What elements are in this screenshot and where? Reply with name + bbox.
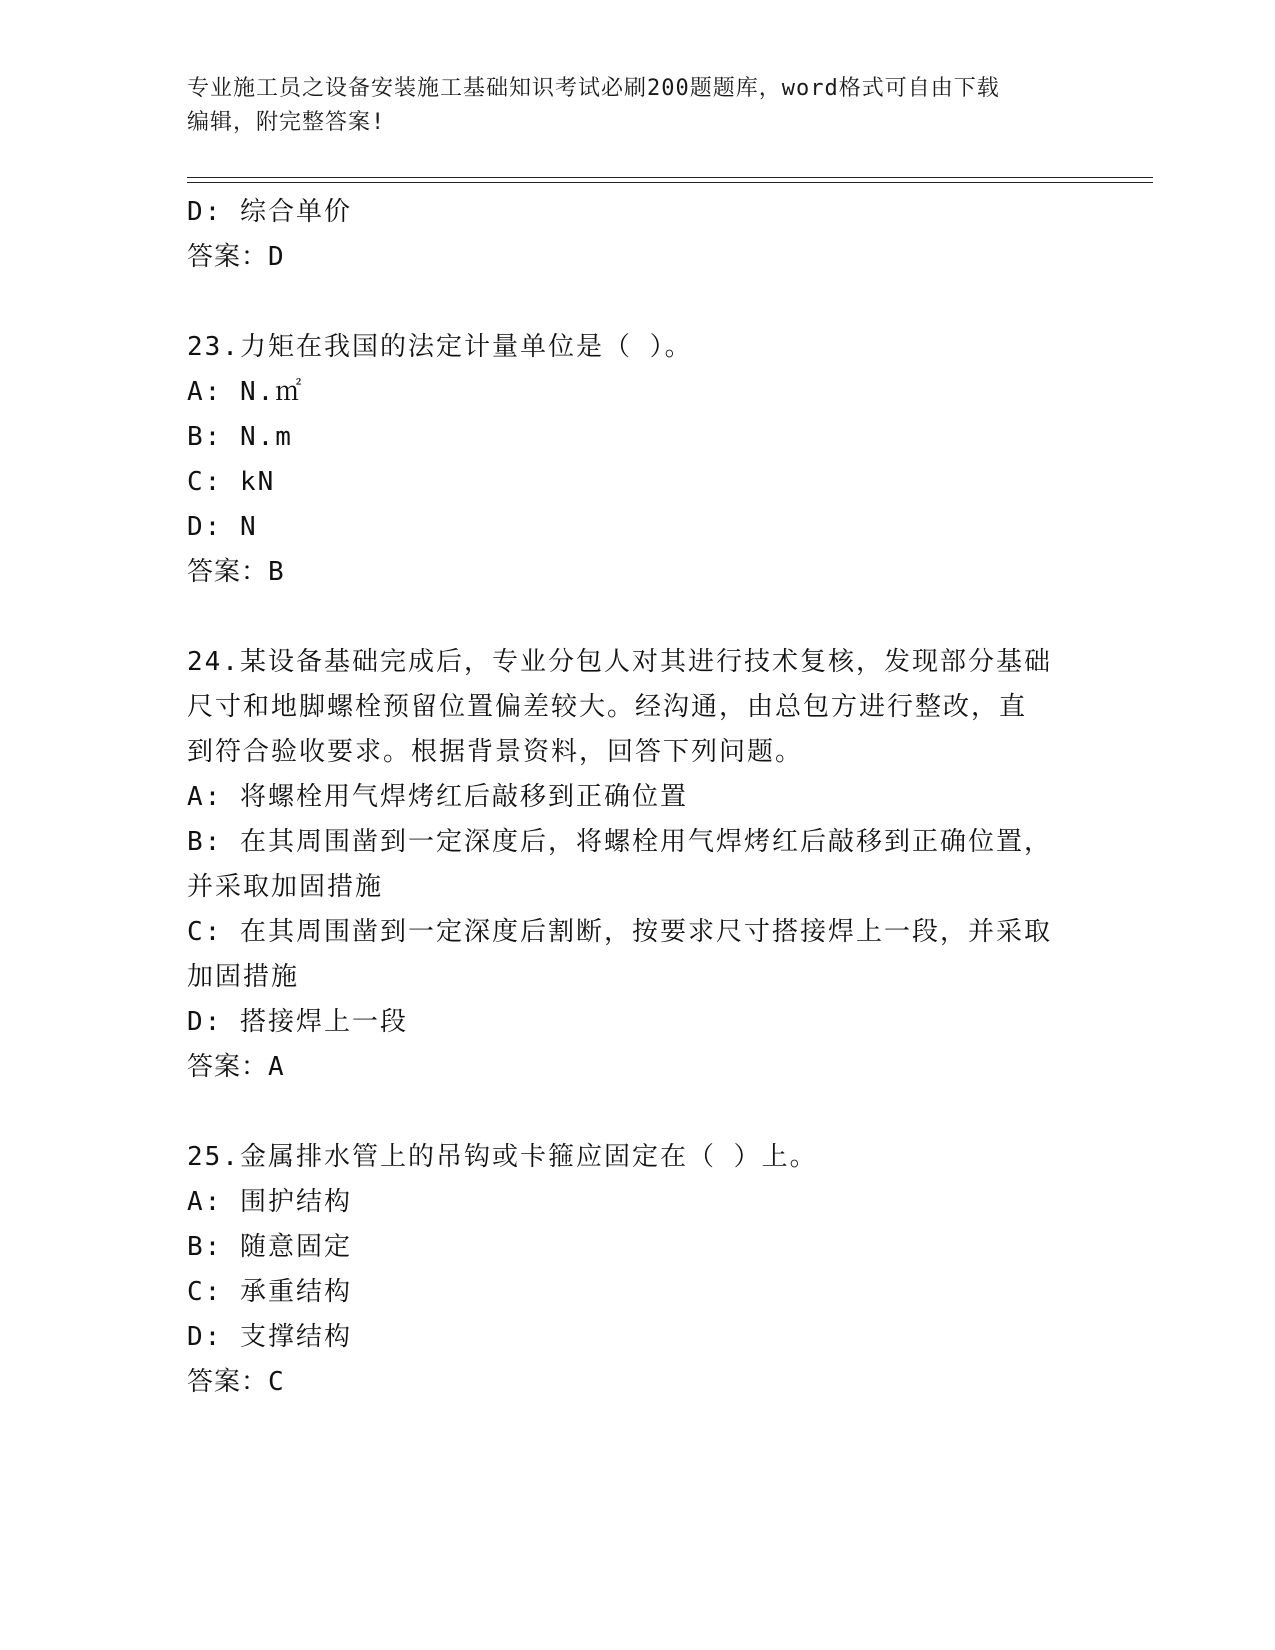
answer-line	[187, 550, 1087, 595]
question-stem-line-3: 到符合验收要求。根据背景资料，回答下列问题。	[187, 737, 804, 767]
answer-value: B	[268, 557, 285, 587]
answer-value: C	[268, 1367, 285, 1397]
option-d: D: 支撑结构	[187, 1322, 352, 1352]
header-divider-top	[187, 177, 1153, 178]
question-stem: 23.力矩在我国的法定计量单位是（ ）。	[187, 332, 693, 362]
option-a: A: 将螺栓用气焊烤红后敲移到正确位置	[187, 782, 688, 812]
answer-label: 答案：	[187, 1367, 269, 1397]
option-d: D: 搭接焊上一段	[187, 1007, 408, 1037]
option-c: C: kN	[187, 467, 276, 497]
option-b: B: 随意固定	[187, 1232, 352, 1262]
spacer	[187, 595, 1087, 640]
option-b-line-2: 并采取加固措施	[187, 872, 384, 902]
answer-label: 答案：	[187, 242, 269, 272]
option-c: C: 承重结构	[187, 1277, 352, 1307]
question-stem-line-2: 尺寸和地脚螺栓预留位置偏差较大。经沟通，由总包方进行整改，直	[187, 692, 1028, 722]
document-body	[187, 190, 1087, 1405]
option-a: A: 围护结构	[187, 1187, 352, 1217]
header-title-line-1: 专业施工员之设备安装施工基础知识考试必刷200题题库，word格式可自由下载	[187, 76, 1000, 101]
option-c-line-2: 加固措施	[187, 962, 300, 992]
question-stem: 25.金属排水管上的吊钩或卡箍应固定在（ ）上。	[187, 1142, 818, 1172]
spacer	[187, 1090, 1087, 1135]
answer-line	[187, 1360, 1087, 1405]
option-c-line-1: C: 在其周围凿到一定深度后割断，按要求尺寸搭接焊上一段，并采取	[187, 917, 1052, 947]
header-title-line-2: 编辑，附完整答案!	[187, 110, 386, 135]
answer-line	[187, 235, 1087, 280]
option-b-line-1: B: 在其周围凿到一定深度后，将螺栓用气焊烤红后敲移到正确位置，	[187, 827, 1052, 857]
question-25	[187, 1135, 1087, 1405]
question-23	[187, 325, 1087, 595]
page-header	[187, 72, 1067, 140]
spacer	[187, 280, 1087, 325]
option-d: D: 综合单价	[187, 197, 352, 227]
answer-value: D	[268, 242, 285, 272]
question-22-tail	[187, 190, 1087, 280]
question-24	[187, 640, 1087, 1090]
option-b: B: N.m	[187, 422, 293, 452]
answer-value: A	[268, 1052, 285, 1082]
question-stem-line-1: 24.某设备基础完成后，专业分包人对其进行技术复核，发现部分基础	[187, 647, 1052, 677]
header-divider-bottom	[187, 182, 1153, 183]
answer-label: 答案：	[187, 557, 269, 587]
option-a: A: N.㎡	[187, 377, 304, 407]
option-d: D: N	[187, 512, 258, 542]
answer-line	[187, 1045, 1087, 1090]
answer-label: 答案：	[187, 1052, 269, 1082]
